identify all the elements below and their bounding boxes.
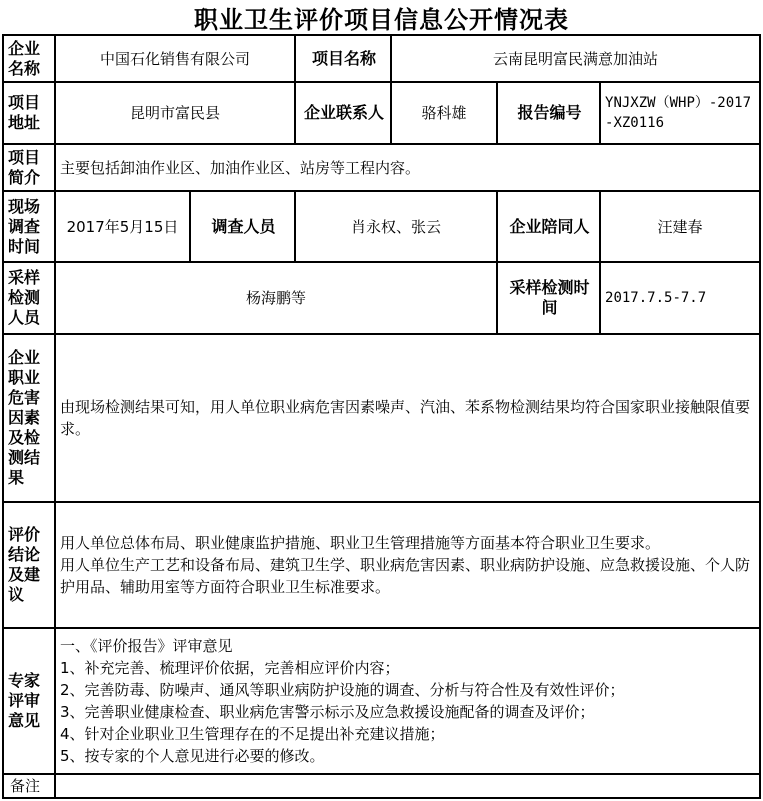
expert-line: 2、完善防毒、防噪声、通风等职业病防护设施的调查、分析与符合性及有效性评价； bbox=[60, 681, 625, 699]
expert-line: 4、针对企业职业卫生管理存在的不足提出补充建议措施； bbox=[60, 725, 445, 743]
row-expert bbox=[3, 628, 760, 774]
expert-line: 5、按专家的个人意见进行必要的修改。 bbox=[60, 747, 325, 765]
conclusion-label: 评价结论及建议 bbox=[3, 502, 55, 628]
project-address-label: 项目地址 bbox=[3, 82, 55, 144]
row-survey bbox=[3, 191, 760, 262]
row-remarks bbox=[3, 774, 760, 798]
surveyor-label: 调查人员 bbox=[190, 191, 295, 262]
report-number-value: YNJXZW（WHP）-2017-XZ0116 bbox=[600, 82, 760, 144]
sampling-staff-value: 杨海鹏等 bbox=[55, 262, 497, 334]
project-name-value: 云南昆明富民满意加油站 bbox=[391, 35, 760, 82]
hazard-factors-value: 由现场检测结果可知，用人单位职业病危害因素噪声、汽油、苯系物检测结果均符合国家职业接触限值要求。 bbox=[55, 334, 760, 502]
company-contact-label: 企业联系人 bbox=[295, 82, 391, 144]
expert-opinion-value bbox=[55, 628, 760, 774]
remarks-label: 备注 bbox=[3, 774, 55, 798]
company-escort-label: 企业陪同人 bbox=[497, 191, 600, 262]
row-address bbox=[3, 82, 760, 144]
conclusion-paragraph-1: 用人单位总体布局、职业健康监护措施、职业卫生管理措施等方面基本符合职业卫生要求。 bbox=[60, 534, 661, 552]
expert-line: 3、完善职业健康检查、职业病危害警示标示及应急救援设施配备的调查及评价； bbox=[60, 703, 595, 721]
report-number-label: 报告编号 bbox=[497, 82, 600, 144]
company-name-value: 中国石化销售有限公司 bbox=[55, 35, 295, 82]
survey-time-label: 现场调查时间 bbox=[3, 191, 55, 262]
company-name-label: 企业名称 bbox=[3, 35, 55, 82]
expert-line: 1、补充完善、梳理评价依据，完善相应评价内容； bbox=[60, 659, 400, 677]
remarks-value bbox=[55, 774, 760, 798]
info-table bbox=[2, 34, 761, 799]
expert-opinion-label: 专家评审意见 bbox=[3, 628, 55, 774]
project-address-value: 昆明市富民县 bbox=[55, 82, 295, 144]
conclusion-value bbox=[55, 502, 760, 628]
surveyor-value: 肖永权、张云 bbox=[295, 191, 497, 262]
conclusion-paragraph-2: 用人单位生产工艺和设备布局、建筑卫生学、职业病危害因素、职业病防护设施、应急救援设施、个人防护用品、辅助用室等方面符合职业卫生标准要求。 bbox=[60, 556, 751, 596]
sampling-time-label: 采样检测时间 bbox=[497, 262, 600, 334]
hazard-factors-label: 企业职业危害因素及检测结果 bbox=[3, 334, 55, 502]
row-conclusion bbox=[3, 502, 760, 628]
row-company bbox=[3, 35, 760, 82]
project-name-label: 项目名称 bbox=[295, 35, 391, 82]
sampling-time-value: 2017.7.5-7.7 bbox=[600, 262, 760, 334]
project-summary-label: 项目简介 bbox=[3, 144, 55, 191]
page-title: 职业卫生评价项目信息公开情况表 bbox=[194, 5, 569, 34]
project-summary-value: 主要包括卸油作业区、加油作业区、站房等工程内容。 bbox=[55, 144, 760, 191]
expert-line: 一、《评价报告》评审意见 bbox=[60, 637, 233, 655]
company-contact-value: 骆科雄 bbox=[391, 82, 497, 144]
sampling-staff-label: 采样检测人员 bbox=[3, 262, 55, 334]
row-sampling bbox=[3, 262, 760, 334]
row-hazards bbox=[3, 334, 760, 502]
survey-time-value: 2017年5月15日 bbox=[55, 191, 190, 262]
row-summary bbox=[3, 144, 760, 191]
company-escort-value: 汪建春 bbox=[600, 191, 760, 262]
